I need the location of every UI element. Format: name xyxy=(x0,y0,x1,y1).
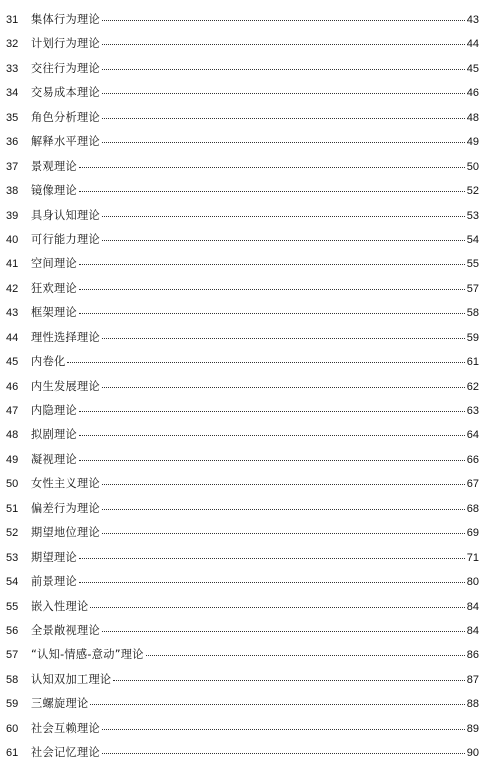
entry-page-number: 53 xyxy=(466,209,479,222)
toc-entry[interactable] xyxy=(0,229,489,253)
entry-page-number: 48 xyxy=(466,111,479,124)
entry-number: 45 xyxy=(6,356,19,369)
entry-number: 34 xyxy=(6,87,19,100)
entry-number: 38 xyxy=(6,185,19,198)
entry-title[interactable]: 角色分析理论 xyxy=(31,110,100,124)
entry-line xyxy=(31,209,479,223)
entry-line xyxy=(31,160,479,174)
toc-entry[interactable] xyxy=(0,400,489,424)
dot-leader xyxy=(102,387,465,388)
dot-leader xyxy=(79,313,465,314)
entry-title[interactable]: 计划行为理论 xyxy=(31,37,100,51)
entry-number: 60 xyxy=(6,722,19,735)
dot-leader xyxy=(79,558,465,559)
entry-page-number: 80 xyxy=(466,576,479,589)
entry-line xyxy=(31,355,479,369)
entry-number: 44 xyxy=(6,331,19,344)
toc-entry[interactable] xyxy=(0,253,489,277)
entry-title[interactable]: 解释水平理论 xyxy=(31,135,100,149)
dot-leader xyxy=(102,240,465,241)
dot-leader xyxy=(79,289,465,290)
entry-title[interactable]: 拟剧理论 xyxy=(31,428,77,442)
toc-entry[interactable] xyxy=(0,424,489,448)
entry-line xyxy=(31,526,479,540)
toc-entry[interactable] xyxy=(0,205,489,229)
entry-line xyxy=(31,135,479,149)
entry-page-number: 87 xyxy=(466,673,479,686)
entry-page-number: 44 xyxy=(466,38,479,51)
entry-line xyxy=(31,722,479,736)
entry-title[interactable]: 嵌入性理论 xyxy=(31,599,89,613)
entry-title[interactable]: 偏差行为理论 xyxy=(31,501,100,515)
entry-number: 53 xyxy=(6,551,19,564)
entry-title[interactable]: 期望理论 xyxy=(31,550,77,564)
entry-number: 35 xyxy=(6,111,19,124)
toc-entry[interactable] xyxy=(0,449,489,473)
entry-title[interactable]: 理性选择理论 xyxy=(31,330,100,344)
entry-page-number: 67 xyxy=(466,478,479,491)
entry-title[interactable]: 交往行为理论 xyxy=(31,61,100,75)
entry-title[interactable]: 全景敞视理论 xyxy=(31,623,100,637)
entry-page-number: 69 xyxy=(466,527,479,540)
dot-leader xyxy=(79,264,465,265)
toc-entry[interactable] xyxy=(0,718,489,742)
entry-title[interactable]: 认知双加工理论 xyxy=(31,672,112,686)
entry-page-number: 55 xyxy=(466,258,479,271)
toc-entry[interactable] xyxy=(0,498,489,522)
toc-entry[interactable] xyxy=(0,742,489,766)
entry-number: 52 xyxy=(6,527,19,540)
entry-page-number: 54 xyxy=(466,233,479,246)
toc-entry[interactable] xyxy=(0,82,489,106)
entry-page-number: 62 xyxy=(466,380,479,393)
entry-line xyxy=(31,624,479,638)
entry-page-number: 84 xyxy=(466,600,479,613)
entry-line xyxy=(31,428,479,442)
entry-title[interactable]: 期望地位理论 xyxy=(31,526,100,540)
entry-page-number: 64 xyxy=(466,429,479,442)
entry-line xyxy=(31,600,479,614)
entry-title[interactable]: “认知-情感-意动”理论 xyxy=(31,648,144,662)
entry-line xyxy=(31,380,479,394)
dot-leader xyxy=(79,435,465,436)
entry-line xyxy=(31,575,479,589)
entry-line xyxy=(31,184,479,198)
dot-leader xyxy=(102,69,465,70)
entry-line xyxy=(31,477,479,491)
toc-entry[interactable] xyxy=(0,522,489,546)
entry-line xyxy=(31,13,479,27)
toc-entry[interactable] xyxy=(0,278,489,302)
dot-leader xyxy=(102,484,465,485)
entry-number: 31 xyxy=(6,14,19,26)
entry-line xyxy=(31,746,479,760)
toc-entry[interactable] xyxy=(0,9,489,33)
entry-line xyxy=(31,673,479,687)
toc-entry[interactable] xyxy=(0,669,489,693)
toc-entry[interactable] xyxy=(0,644,489,668)
entry-title[interactable]: 凝视理论 xyxy=(31,452,77,466)
dot-leader xyxy=(67,362,464,363)
entry-page-number: 89 xyxy=(466,722,479,735)
entry-line xyxy=(31,453,479,467)
entry-line xyxy=(31,551,479,565)
entry-title[interactable]: 三螺旋理论 xyxy=(31,697,89,711)
toc-entry[interactable] xyxy=(0,131,489,155)
entry-number: 39 xyxy=(6,209,19,222)
entry-title[interactable]: 社会互赖理论 xyxy=(31,721,100,735)
entry-page-number: 90 xyxy=(466,747,479,760)
entry-line xyxy=(31,697,479,711)
entry-line xyxy=(31,648,479,662)
entry-number: 40 xyxy=(6,233,19,246)
entry-title[interactable]: 景观理论 xyxy=(31,159,77,173)
entry-line xyxy=(31,257,479,271)
dot-leader xyxy=(102,118,465,119)
dot-leader xyxy=(102,729,465,730)
entry-title[interactable]: 内卷化 xyxy=(31,355,66,369)
entry-page-number: 61 xyxy=(466,356,479,369)
entry-number: 57 xyxy=(6,649,19,662)
dot-leader xyxy=(102,93,465,94)
dot-leader xyxy=(113,680,464,681)
dot-leader xyxy=(79,582,465,583)
entry-number: 41 xyxy=(6,258,19,271)
dot-leader xyxy=(90,704,464,705)
entry-line xyxy=(31,404,479,418)
toc-entry[interactable] xyxy=(0,620,489,644)
entry-number: 47 xyxy=(6,405,19,417)
entry-number: 61 xyxy=(6,747,19,760)
dot-leader xyxy=(79,460,465,461)
entry-number: 36 xyxy=(6,136,19,149)
entry-line xyxy=(31,331,479,345)
entry-page-number: 58 xyxy=(466,307,479,320)
entry-number: 58 xyxy=(6,673,19,686)
dot-leader xyxy=(102,216,465,217)
entry-number: 54 xyxy=(6,576,19,589)
entry-title[interactable]: 框架理论 xyxy=(31,306,77,320)
dot-leader xyxy=(79,191,465,192)
toc-entry[interactable] xyxy=(0,376,489,400)
toc-entry[interactable] xyxy=(0,180,489,204)
entry-page-number: 71 xyxy=(466,551,479,564)
entry-number: 33 xyxy=(6,62,19,75)
entry-number: 43 xyxy=(6,307,19,320)
entry-title[interactable]: 社会记忆理论 xyxy=(31,746,100,760)
dot-leader xyxy=(102,753,465,754)
toc-entry[interactable] xyxy=(0,693,489,717)
toc-entry[interactable] xyxy=(0,596,489,620)
entry-line xyxy=(31,233,479,247)
entry-title[interactable]: 女性主义理论 xyxy=(31,477,100,491)
entry-number: 42 xyxy=(6,282,19,295)
dot-leader xyxy=(79,167,465,168)
dot-leader xyxy=(102,142,465,143)
entry-line xyxy=(31,62,479,76)
entry-page-number: 46 xyxy=(466,87,479,100)
entry-title[interactable]: 前景理论 xyxy=(31,575,77,589)
entry-number: 48 xyxy=(6,429,19,442)
toc-entry[interactable] xyxy=(0,351,489,375)
toc-entry[interactable] xyxy=(0,302,489,326)
entry-number: 32 xyxy=(6,38,19,51)
entry-page-number: 45 xyxy=(466,62,479,75)
entry-title[interactable]: 狂欢理论 xyxy=(31,281,77,295)
entry-page-number: 84 xyxy=(466,624,479,637)
entry-page-number: 43 xyxy=(466,14,479,26)
entry-page-number: 49 xyxy=(466,136,479,149)
toc-entry[interactable] xyxy=(0,327,489,351)
entry-page-number: 88 xyxy=(466,698,479,711)
entry-number: 55 xyxy=(6,600,19,613)
dot-leader xyxy=(102,44,465,45)
entry-number: 51 xyxy=(6,502,19,515)
entry-number: 50 xyxy=(6,478,19,491)
entry-title[interactable]: 镜像理论 xyxy=(31,184,77,198)
dot-leader xyxy=(102,509,465,510)
entry-line xyxy=(31,111,479,125)
dot-leader xyxy=(146,655,465,656)
entry-number: 59 xyxy=(6,698,19,711)
toc-entry[interactable] xyxy=(0,571,489,595)
dot-leader xyxy=(102,338,465,339)
entry-title[interactable]: 内生发展理论 xyxy=(31,379,100,393)
entry-page-number: 50 xyxy=(466,160,479,173)
entry-line xyxy=(31,37,479,51)
entry-number: 49 xyxy=(6,453,19,466)
dot-leader xyxy=(90,607,464,608)
entry-title[interactable]: 集体行为理论 xyxy=(31,13,100,26)
entry-page-number: 63 xyxy=(466,405,479,417)
toc-entry[interactable] xyxy=(0,58,489,82)
toc-entry[interactable] xyxy=(0,156,489,180)
dot-leader xyxy=(102,20,465,21)
entry-page-number: 68 xyxy=(466,502,479,515)
entry-title[interactable]: 可行能力理论 xyxy=(31,232,100,246)
entry-line xyxy=(31,86,479,100)
entry-line xyxy=(31,306,479,320)
toc-entry[interactable] xyxy=(0,473,489,497)
entry-number: 46 xyxy=(6,380,19,393)
dot-leader xyxy=(102,533,465,534)
dot-leader xyxy=(102,631,465,632)
entry-title[interactable]: 交易成本理论 xyxy=(31,86,100,100)
entry-number: 37 xyxy=(6,160,19,173)
table-of-contents xyxy=(0,9,489,767)
entry-number: 56 xyxy=(6,624,19,637)
entry-page-number: 52 xyxy=(466,185,479,198)
entry-title[interactable]: 具身认知理论 xyxy=(31,208,100,222)
entry-title[interactable]: 内隐理论 xyxy=(31,404,77,417)
entry-page-number: 59 xyxy=(466,331,479,344)
entry-page-number: 86 xyxy=(466,649,479,662)
entry-title[interactable]: 空间理论 xyxy=(31,257,77,271)
entry-line xyxy=(31,502,479,516)
toc-entry[interactable] xyxy=(0,33,489,57)
entry-page-number: 57 xyxy=(466,282,479,295)
toc-entry[interactable] xyxy=(0,547,489,571)
toc-entry[interactable] xyxy=(0,107,489,131)
entry-page-number: 66 xyxy=(466,453,479,466)
entry-line xyxy=(31,282,479,296)
dot-leader xyxy=(79,411,465,412)
